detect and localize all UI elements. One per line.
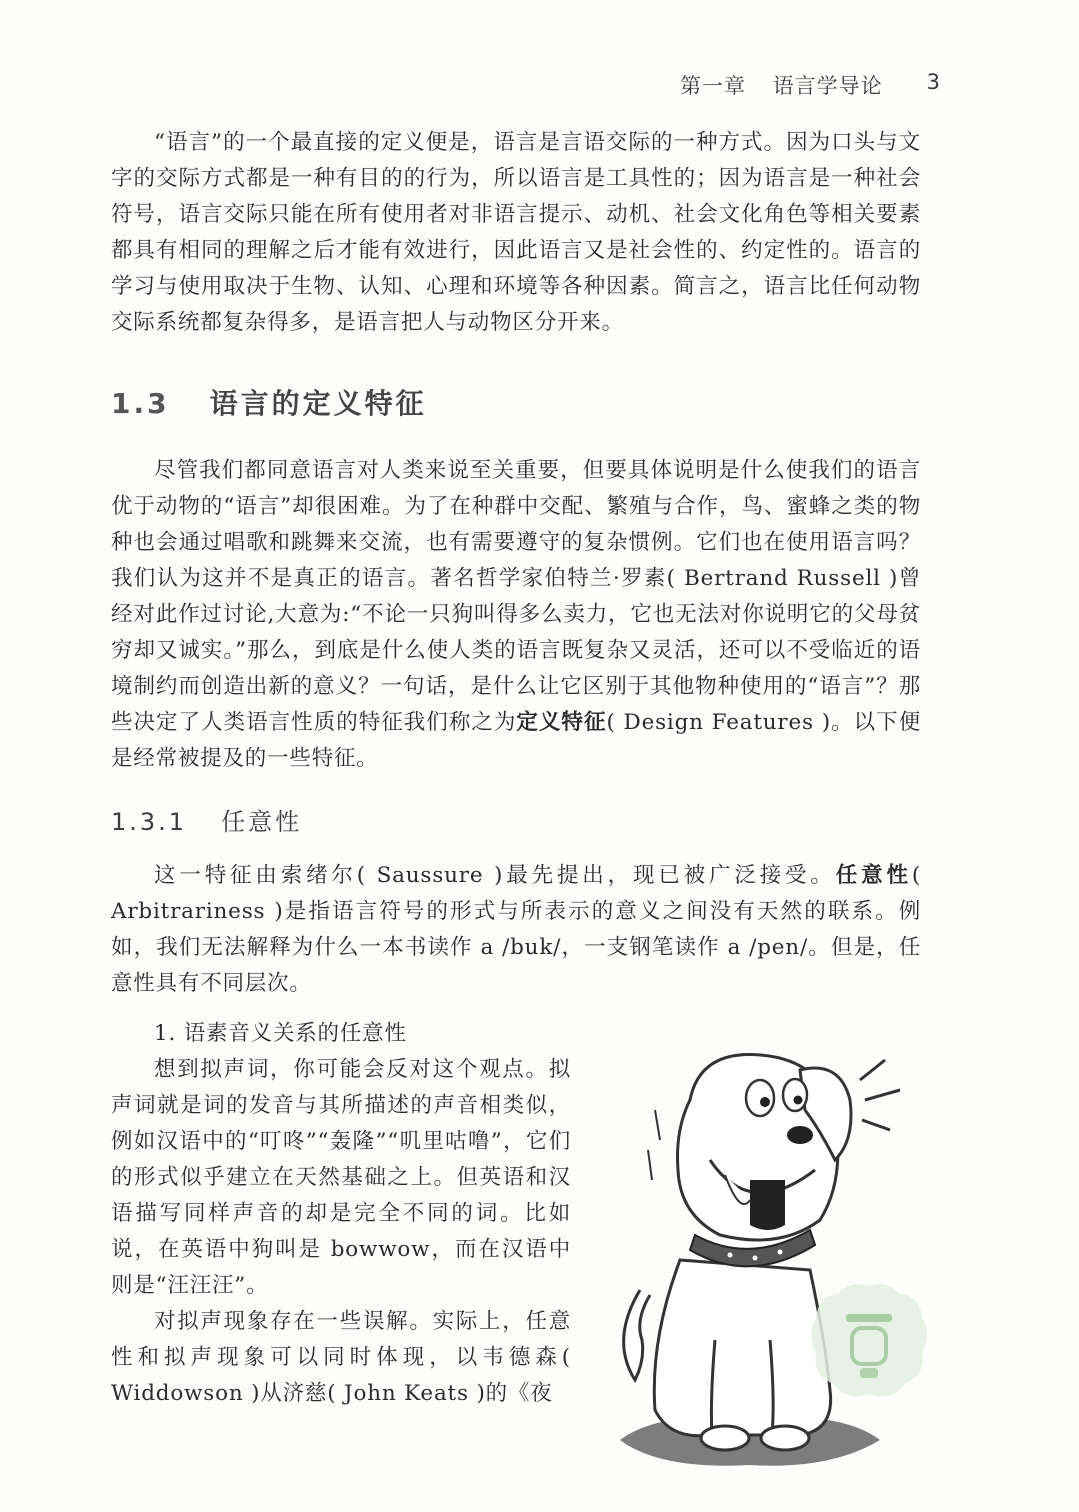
- section-number: 1.3: [111, 387, 170, 420]
- design-features-term: 定义特征: [516, 710, 607, 735]
- arbitrariness-term: 任意性: [835, 863, 912, 888]
- item-title: 1. 语素音义关系的任意性: [154, 1021, 407, 1046]
- dog-illustration: [600, 1040, 930, 1480]
- running-head-chapter: 第一章: [680, 74, 746, 98]
- section-paragraph: [111, 453, 921, 777]
- subsection-heading: [111, 802, 302, 837]
- item-paragraph-1: 想到拟声词，你可能会反对这个观点。拟声词就是词的发音与其所描述的声音相类似，例如汉语中的“叮咚”“轰隆”“叽里咕噜”，它们的形式似乎建立在天然基础之上。但英语和汉语描写同样声音的却是完全不同的词。比如说，在英语中狗叫是 bowwow，而在汉语中则是“汪汪汪”。: [111, 1057, 571, 1298]
- item-block: [111, 1016, 571, 1412]
- section-paragraph-after: ( Design Features )。以下便是经常被提及的一些特征。: [111, 710, 921, 771]
- subsection-number: 1.3.1: [111, 808, 188, 836]
- running-head-title: 语言学导论: [772, 74, 883, 98]
- item-paragraph-2: 对拟声现象存在一些误解。实际上，任意性和拟声现象可以同时体现，以韦德森( Widdowson )从济慈( John Keats )的《夜: [111, 1309, 571, 1406]
- intro-paragraph: [111, 125, 921, 341]
- subsection-paragraph-after: ( Arbitrariness )是指语言符号的形式与所表示的意义之间没有天然的联系。例如，我们无法解释为什么一本书读作 a /buk/，一支钢笔读作 a /pen/。但是，任意性具有不同层次。: [111, 863, 922, 996]
- section-paragraph-before: 尽管我们都同意语言对人类来说至关重要，但要具体说明是什么使我们的语言优于动物的“语言”却很困难。为了在种群中交配、繁殖与合作，鸟、蜜蜂之类的物种也会通过唱歌和跳舞来交流，也有需要遵守的复杂惯例。它们也在使用语言吗？我们认为这并不是真正的语言。著名哲学家伯特兰·罗素( Bertrand Russell )曾经对此作过讨论,大意为:“不论一只狗叫得多么卖力，它也无法对你说明它的父母贫穷却又诚实。”那么，到底是什么使人类的语言既复杂又灵活，还可以不受临近的语境制约而创造出新的意义？一句话，是什么让它区别于其他物种使用的“语言”？那些决定了人类语言性质的特征我们称之为: [111, 458, 921, 735]
- section-heading: [111, 382, 427, 422]
- subsection-paragraph: [111, 858, 921, 1002]
- watermark-stamp: [808, 1280, 930, 1402]
- page-number: 3: [926, 70, 940, 94]
- subsection-title: 任意性: [221, 808, 303, 836]
- section-title: 语言的定义特征: [209, 387, 427, 420]
- subsection-paragraph-before: 这一特征由索绪尔( Saussure )最先提出，现已被广泛接受。: [154, 863, 836, 888]
- running-head: [680, 70, 940, 100]
- intro-paragraph-text: “语言”的一个最直接的定义便是，语言是言语交际的一种方式。因为口头与文字的交际方式都是一种有目的的行为，所以语言是工具性的；因为语言是一种社会符号，语言交际只能在所有使用者对非语言提示、动机、社会文化角色等相关要素都具有相同的理解之后才能有效进行，因此语言又是社会性的、约定性的。语言的学习与使用取决于生物、认知、心理和环境等各种因素。简言之，语言比任何动物交际系统都复杂得多，是语言把人与动物区分开来。: [111, 130, 921, 335]
